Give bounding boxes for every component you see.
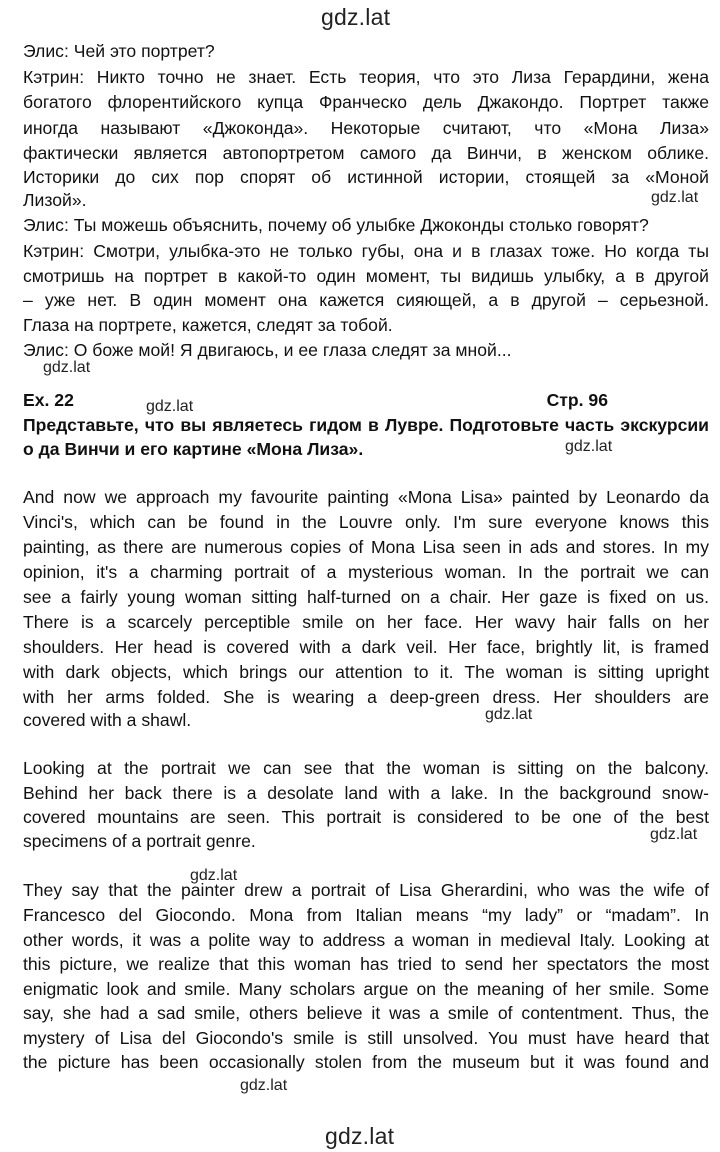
text-line: covered with a shawl. — [23, 710, 192, 730]
text-line: shoulders. Her head is covered with a dark veil. Her face, brightly lit, is framed — [23, 637, 709, 657]
exercise-task: о да Винчи и его картине «Мона Лиза». — [23, 439, 364, 459]
text-line: enigmatic look and smile. Many scholars argue on the meaning of her smile. Some — [23, 979, 709, 999]
dialogue-line: Элис: О боже мой! Я двигаюсь, и ее глаза следят за мной... — [23, 340, 512, 360]
text-line: specimens of a portrait genre. — [23, 831, 256, 851]
watermark-top: gdz.lat — [321, 4, 391, 30]
text-line: with her arms folded. She is wearing a deep-green dress. Her shoulders are — [23, 687, 709, 707]
dialogue-line: Глаза на портрете, кажется, следят за тобой. — [23, 315, 393, 335]
exercise-number: Ex. 22 — [23, 390, 74, 410]
text-line: with dark objects, which brings our attention to it. The woman is sitting upright — [23, 662, 709, 682]
watermark: gdz.lat — [485, 706, 533, 723]
text-line: There is a scarcely perceptible smile on her face. Her wavy hair falls on her — [23, 612, 709, 632]
text-line: Vinci's, which can be found in the Louvre only. I'm sure everyone knows this — [23, 512, 709, 532]
text-line: Behind her back there is a desolate land with a lake. In the background snow- — [23, 783, 709, 803]
text-line: covered mountains are seen. This portrait is considered to be one of the best — [23, 807, 709, 827]
watermark: gdz.lat — [190, 867, 238, 884]
dialogue-line: – уже нет. В один момент она кажется сияющей, а в другой – серьезной. — [23, 290, 709, 310]
text-line: And now we approach my favourite painting «Mona Lisa» painted by Leonardo da — [23, 487, 709, 507]
dialogue-line: Лизой». — [23, 190, 87, 210]
dialogue-line: иногда называют «Джоконда». Некоторые считают, что «Мона Лиза» — [23, 118, 709, 138]
dialogue-line: Кэтрин: Смотри, улыбка-это не только губы, она и в глазах тоже. Но когда ты — [23, 241, 709, 261]
text-line: this picture, we realize that this woman has tried to send her spectators the most — [23, 954, 709, 974]
page-number: Стр. 96 — [546, 390, 608, 410]
text-line: painting, as there are numerous copies of Mona Lisa seen in ads and stores. In my — [23, 537, 709, 557]
text-line: opinion, it's a charming portrait of a mysterious woman. In the portrait we can — [23, 562, 709, 582]
text-line: see a fairly young woman sitting half-turned on a chair. Her gaze is fixed on us. — [23, 587, 709, 607]
dialogue-line: Кэтрин: Никто точно не знает. Есть теория, что это Лиза Герардини, жена — [23, 67, 709, 87]
dialogue-line: смотришь на портрет в какой-то один момент, ты видишь улыбку, а в другой — [23, 266, 709, 286]
text-line: They say that the painter drew a portrait of Lisa Gherardini, who was the wife of — [23, 880, 709, 900]
dialogue-line: Элис: Ты можешь объяснить, почему об улыбке Джоконды столько говорят? — [23, 215, 649, 235]
text-line: say, she had a sad smile, others believe it was a smile of contentment. Thus, the — [23, 1003, 709, 1023]
dialogue-line: фактически является автопортретом самого да Винчи, в женском облике. — [23, 143, 709, 163]
exercise-header — [23, 390, 608, 414]
watermark: gdz.lat — [651, 189, 699, 206]
watermark: gdz.lat — [650, 826, 698, 843]
text-line: other words, it was a polite way to address a woman in medieval Italy. Looking at — [23, 930, 709, 950]
text-line: Looking at the portrait we can see that the woman is sitting on the balcony. — [23, 758, 709, 778]
dialogue-line: Историки до сих пор спорят об истинной истории, стоящей за «Моной — [23, 167, 709, 187]
text-line: the picture has been occasionally stolen from the museum but it was found and — [23, 1052, 709, 1072]
text-line: mystery of Lisa del Giocondo's smile is still unsolved. You must have heard that — [23, 1028, 709, 1048]
watermark: gdz.lat — [565, 438, 613, 455]
dialogue-line: Элис: Чей это портрет? — [23, 41, 215, 61]
watermark: gdz.lat — [240, 1077, 288, 1094]
text-line: Francesco del Giocondo. Mona from Italian means “my lady” or “madam”. In — [23, 905, 709, 925]
dialogue-line: богатого флорентийского купца Франческо дель Джакондо. Портрет также — [23, 92, 709, 112]
exercise-task: Представьте, что вы являетесь гидом в Лувре. Подготовьте часть экскурсии — [23, 415, 709, 435]
watermark: gdz.lat — [146, 398, 194, 415]
watermark-bottom: gdz.lat — [325, 1123, 395, 1149]
watermark: gdz.lat — [43, 359, 91, 376]
